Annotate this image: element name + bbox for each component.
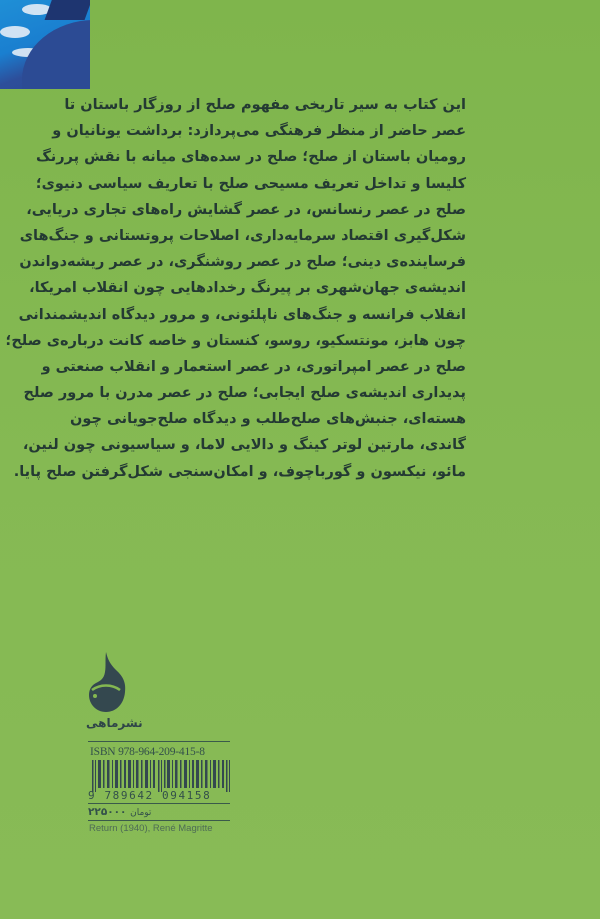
blurb-line: پدیداری اندیشه‌ی صلح ایجابی؛ صلح در عصر مدرن با مرور صلح bbox=[23, 385, 466, 402]
back-cover-blurb bbox=[5, 92, 466, 485]
bird-wing bbox=[45, 0, 90, 20]
price-currency: تومان bbox=[130, 808, 152, 818]
divider bbox=[88, 741, 230, 742]
art-credit: Return (1940), René Magritte bbox=[89, 823, 213, 834]
blurb-line: صلح در عصر رنسانس، در عصر گشایش راه‌های تجاری دریایی، bbox=[26, 201, 466, 218]
barcode bbox=[92, 760, 230, 792]
cloud-shape bbox=[0, 26, 30, 38]
fish-logo-icon bbox=[86, 652, 128, 714]
blurb-line: انقلاب فرانسه و جنگ‌های ناپلئونی، و مرور دیدگاه اندیشمندانی bbox=[18, 306, 466, 323]
divider bbox=[88, 803, 230, 804]
blurb-line: رومیان باستان از صلح؛ صلح در سده‌های میانه با نقش پررنگ bbox=[35, 149, 466, 166]
publisher-name: نشرماهی bbox=[86, 716, 143, 730]
blurb-line: عصر حاضر از منظر فرهنگی می‌پردازد: برداشت یونانیان و bbox=[52, 123, 466, 140]
blurb-line: اندیشه‌ی جهان‌شهری بر پیرنگ رخدادهایی چون انقلاب امریکا، bbox=[29, 280, 466, 297]
blurb-line: شکل‌گیری اقتصاد سرمایه‌داری، اصلاحات پروتستانی و جنگ‌های bbox=[19, 227, 466, 244]
price-label bbox=[88, 806, 154, 818]
barcode-digits: 9 789642 094158 bbox=[88, 789, 212, 802]
blurb-line: گاندی، مارتین لوتر کینگ و دالایی لاما، و سیاسیونی چون لنین، bbox=[22, 437, 466, 454]
blurb-line: صلح در عصر امپراتوری، در عصر استعمار و انقلاب صنعتی و bbox=[41, 358, 466, 375]
blurb-line: چون هابز، مونتسکیو، روسو، کنستان و خاصه کانت درباره‌ی صلح؛ bbox=[5, 332, 466, 349]
price-amount: ۲۲۵۰۰۰ bbox=[88, 806, 127, 818]
blurb-line: این کتاب به سیر تاریخی مفهوم صلح از روزگار باستان تا bbox=[64, 97, 466, 113]
blurb-line: مائو، نیکسون و گورباچوف، و امکان‌سنجی شکل‌گرفتن صلح پایا. bbox=[13, 463, 466, 480]
isbn-text: ISBN 978-964-209-415-8 bbox=[90, 746, 205, 758]
cover-artwork bbox=[0, 0, 90, 89]
divider bbox=[88, 820, 230, 821]
blurb-line: هسته‌ای، جنبش‌های صلح‌طلب و دیدگاه صلح‌جویانی چون bbox=[69, 411, 466, 428]
blurb-line: کلیسا و تداخل تعریف مسیحی صلح با تعاریف سیاسی دنیوی؛ bbox=[35, 175, 466, 192]
bird-silhouette bbox=[22, 20, 90, 89]
blurb-line: فرساینده‌ی دینی؛ صلح در عصر روشنگری، در عصر ریشه‌دواندن bbox=[19, 254, 466, 271]
